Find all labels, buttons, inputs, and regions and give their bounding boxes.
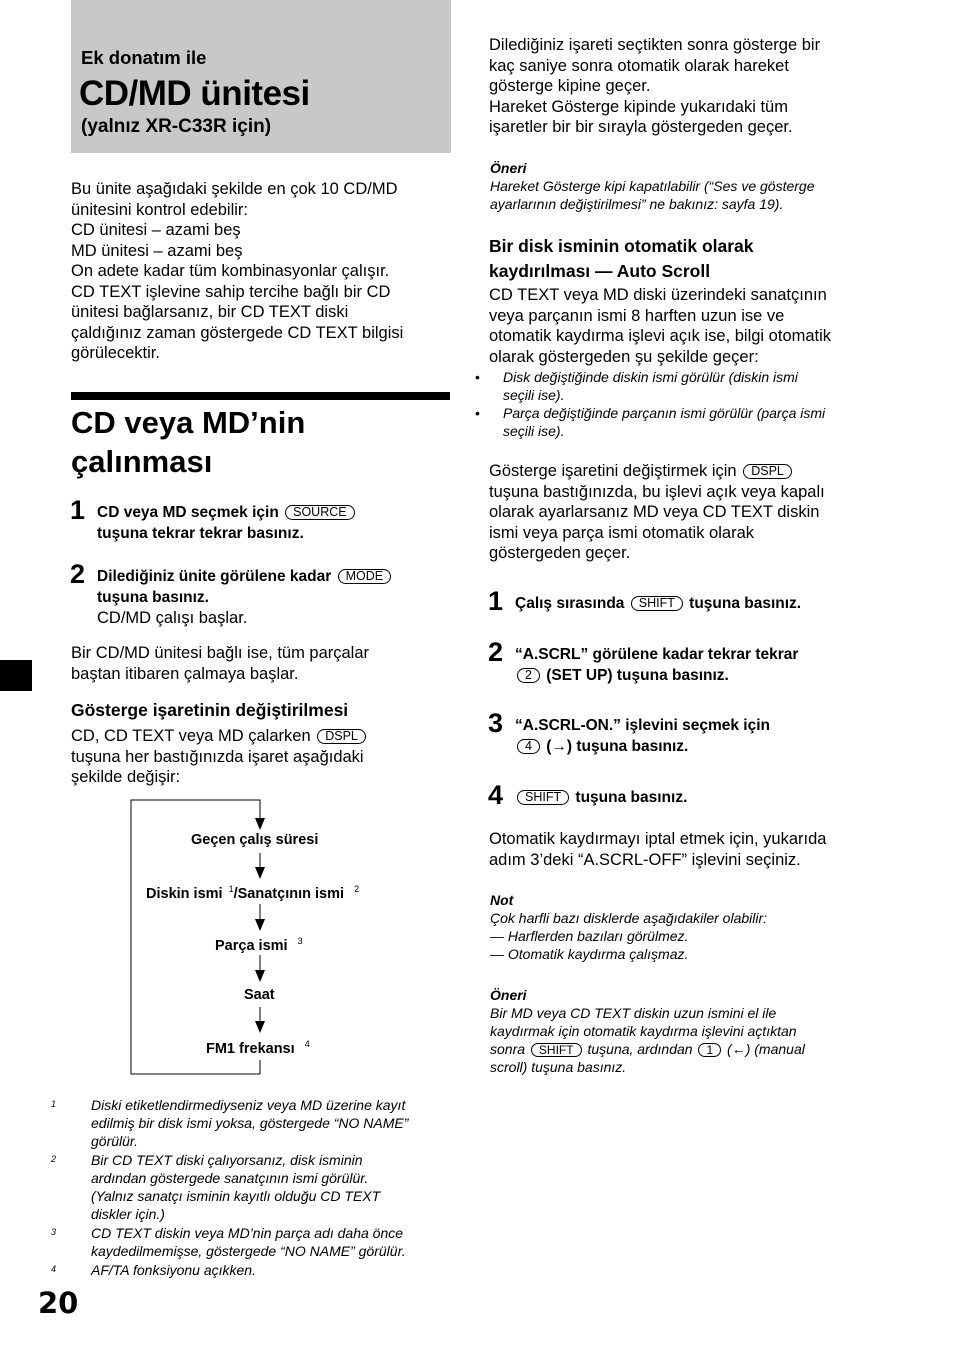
autoscroll-paragraph: CD TEXT veya MD diski üzerindeki sanatçının veya parçanın ismi 8 harften uzun ise ve otomatik kaydırma işlevi açık ise, bilgi otomatik olarak göstergeden şu şekilde geçer: [489, 286, 832, 366]
display-subheading: Gösterge işaretinin değiştirilmesi [71, 700, 349, 720]
flow-item-disc-name: Diskin ismi $^1$/Sanatçının ismi $^2$ [146, 884, 360, 902]
cancel-paragraph: Otomatik kaydırmayı iptal etmek için, yukarıda adım 3’deki “A.SCRL-OFF” işlevini seçiniz. [489, 830, 827, 869]
autoscroll-paragraph-2: Gösterge işaretini değiştirmek için DSPL tuşuna bastığınızda, bu işlevi açık veya kapalı olarak ayarlarsanız MD veya CD TEXT diskin ismi veya parça ismi otomatik olarak göstergeden geçer. [489, 462, 825, 562]
dspl-button[interactable]: DSPL [743, 464, 792, 479]
source-button[interactable]: SOURCE [285, 505, 354, 520]
arrowhead-icon [255, 970, 265, 982]
intro-paragraph: Bu ünite aşağıdaki şekilde en çok 10 CD/MD ünitesini kontrol edebilir: CD ünitesi – azami beş MD ünitesi – azami beş On adete kadar tüm kombinasyonlar çalışır. CD TEXT işlevine sahip tercihe bağlı bir CD ünitesi bağlarsanız, bir CD TEXT diski çaldığınız zaman göstergede CD TEXT bilgisi görülecektir. [71, 180, 404, 362]
section-title: CD veya MD’nin çalınması [71, 405, 306, 479]
arrowhead-icon [255, 818, 265, 830]
mode-button[interactable]: MODE [338, 569, 392, 584]
tip-2: Öneri Bir MD veya CD TEXT diskin uzun ismini el ile kaydırmak için otomatik kaydırma işlevini açtıktan sonra SHIFT tuşuna, ardından 1 (←) (manual scroll) tuşuna basınız. [490, 987, 805, 1075]
header-subtitle: (yalnız XR-C33R için) [81, 116, 272, 137]
display-paragraph: CD, CD TEXT veya MD çalarken DSPL tuşuna her bastığınızda işaret aşağıdaki şekilde değişir: [71, 726, 368, 788]
flow-item-fm1: FM1 frekansı $^4$ [206, 1039, 310, 1057]
autoscroll-step-3: “A.SCRL-ON.” işlevini seçmek için 4 (→) tuşuna basınız. [515, 717, 770, 755]
step-number: 2 [70, 559, 86, 589]
autoscroll-step-4: SHIFT tuşuna basınız. [515, 788, 687, 809]
tip-1: Öneri Hareket Gösterge kipi kapatılabilir (“Ses ve gösterge ayarlarının değiştirilmesi” ne bakınız: sayfa 19). [490, 160, 815, 212]
autoscroll-step-2: “A.SCRL” görülene kadar tekrar tekrar 2 (SET UP) tuşuna basınız. [515, 646, 799, 684]
arrowhead-icon [255, 867, 265, 879]
button-2[interactable]: 2 [517, 668, 540, 683]
shift-button[interactable]: SHIFT [531, 1043, 582, 1057]
autoscroll-bullets: • Disk değiştiğinde diskin ismi görülür (diskin ismi seçili ise). • Parça değiştiğinde parçanın ismi görülür (parça ismi seçili ise). [475, 369, 826, 439]
button-4[interactable]: 4 [517, 739, 540, 754]
step-number: 1 [70, 495, 86, 525]
header-pre: Ek donatım ile [81, 47, 207, 68]
shift-button[interactable]: SHIFT [631, 596, 683, 611]
flow-item-clock: Saat [244, 987, 275, 1003]
footnotes: 1 Diski etiketlendirmediyseniz veya MD üzerine kayıt edilmiş bir disk ismi yoksa, göstergede “NO NAME” görülür. 2 Bir CD TEXT diski çalıyorsanız, disk isminin ardından göstergede sanatçının ismi görülür. (Yalnız sanatçı isminin kayıtlı olduğu CD TEXT diskler için.) 3 CD TEXT diskin veya MD’nin parça adı daha önce kaydedilmemişse, göstergede “NO NAME” görülür. 4 AF/TA fonksiyonu açıkken. [51, 1097, 409, 1278]
shift-button[interactable]: SHIFT [517, 790, 569, 805]
step-number: 3 [488, 708, 504, 738]
arrowhead-icon [255, 1021, 265, 1033]
dspl-button[interactable]: DSPL [317, 729, 366, 744]
step-number: 2 [488, 637, 504, 667]
play-start-paragraph: Bir CD/MD ünitesi bağlı ise, tüm parçalar baştan itibaren çalmaya başlar. [71, 644, 370, 683]
bullet-icon: • [475, 405, 480, 421]
page-number: 20 [38, 1286, 79, 1320]
bullet-icon: • [475, 369, 480, 385]
flow-item-elapsed: Geçen çalış süresi [191, 832, 319, 848]
step-1-text: CD veya MD seçmek için SOURCE tuşuna tekrar tekrar basınız. [97, 503, 357, 544]
step-number: 1 [488, 586, 504, 616]
autoscroll-step-1: Çalış sırasında SHIFT tuşuna basınız. [515, 595, 802, 612]
flow-item-track-name: Parça ismi $^3$ [215, 936, 303, 954]
right-intro: Dilediğiniz işareti seçtikten sonra gösterge bir kaç saniye sonra otomatik olarak hareket gösterge kipine geçer. Hareket Gösterge kipinde yukarıdaki tüm işaretler bir bir sırayla göstergeden geçer. [489, 36, 821, 136]
side-tab [0, 660, 32, 691]
arrowhead-icon [255, 919, 265, 931]
step-2-text: Dilediğiniz ünite görülene kadar MODE tuşuna basınız. CD/MD çalışı başlar. [97, 567, 393, 629]
step-number: 4 [488, 780, 504, 810]
header-title: CD/MD ünitesi [79, 74, 310, 113]
button-1[interactable]: 1 [698, 1043, 721, 1057]
note: Not Çok harfli bazı disklerde aşağıdakiler olabilir: — Harflerden bazıları görülmez. — Otomatik kaydırma çalışmaz. [490, 892, 768, 962]
autoscroll-heading: Bir disk isminin otomatik olarak kaydırılması — Auto Scroll [489, 236, 754, 281]
